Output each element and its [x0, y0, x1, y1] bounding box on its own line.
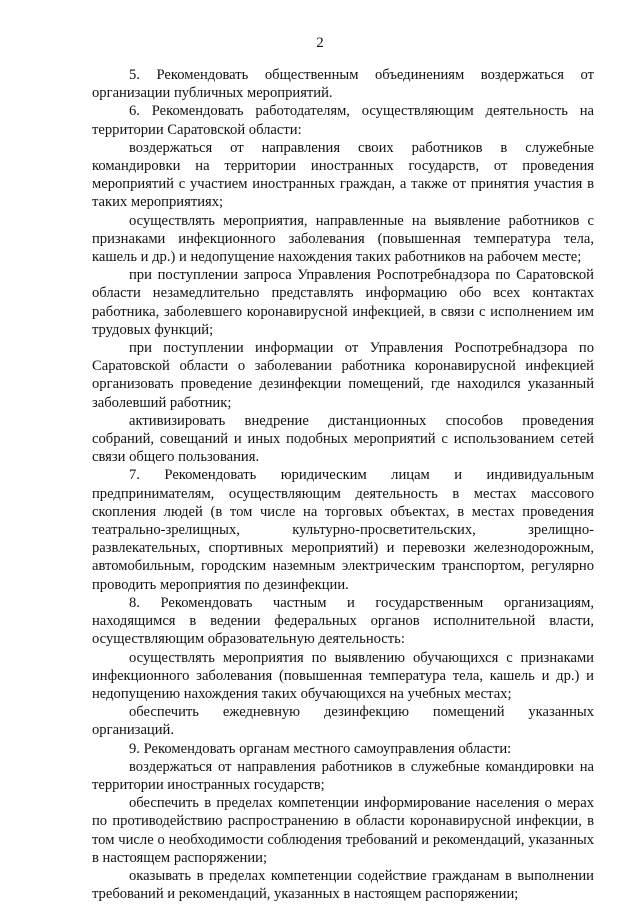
paragraph-subitem: активизировать внедрение дистанционных способов проведения собраний, совещаний и иных подобных мероприятий с использованием сетей связи общего пользования. [92, 412, 594, 466]
paragraph-subitem: обеспечить ежедневную дезинфекцию помещений указанных организаций. [92, 704, 594, 739]
paragraph-item-9: 9. Рекомендовать органам местного самоуправления области: [129, 740, 512, 757]
paragraph-subitem: при поступлении запроса Управления Роспотребнадзора по Саратовской области незамедлительно представлять информацию обо всех контактах работника, заболевшего коронавирусной инфекцией, в связи с исполнением им трудовых функций; [92, 267, 594, 338]
paragraph-subitem: оказывать в пределах компетенции содействие гражданам в выполнении требований и рекомендаций, указанных в настоящем распоряжении; [92, 867, 594, 903]
paragraph-item-7: 7. Рекомендовать юридическим лицам и индивидуальным предпринимателям, осуществляющим деятельность в местах массового скопления людей (в том числе на торговых объектах, в местах проведения театрально-зрелищных, культурно-просветительских, зрелищно-развлекательных, спортивных мероприятий) и перевозки железнодорожным, автомобильным, городским наземным электрическим транспортом, регулярно проводить мероприятия по дезинфекции. [92, 467, 594, 593]
paragraph-item-6: 6. Рекомендовать работодателям, осуществляющим деятельность на территории Саратовской области: [92, 103, 594, 138]
paragraph-subitem: при поступлении информации от Управления Роспотребнадзора по Саратовской области о заболевании работника коронавирусной инфекцией организовать проведение дезинфекции помещений, где находился указанный заболевший работник; [92, 340, 594, 411]
paragraph-subitem: воздержаться от направления своих работников в служебные командировки на территории иностранных государств, от проведения мероприятий с участием иностранных граждан, а также от принятия участия в таких мероприятиях; [92, 139, 594, 211]
document-body [92, 66, 594, 903]
paragraph-subitem: осуществлять мероприятия, направленные на выявление работников с признаками инфекционного заболевания (повышенная температура тела, кашель и др.) и недопущение нахождения таких работников на рабочем месте; [92, 212, 594, 266]
paragraph-subitem: осуществлять мероприятия по выявлению обучающихся с признаками инфекционного заболевания (повышенная температура тела, кашель и др.) и недопущению нахождения таких обучающихся на учебных местах; [92, 649, 594, 702]
paragraph-item-5: 5. Рекомендовать общественным объединениям воздержаться от организации публичных мероприятий. [92, 67, 594, 102]
paragraph-item-8: 8. Рекомендовать частным и государственным организациям, находящимся в ведении федеральных органов исполнительной власти, осуществляющим образовательную деятельность: [92, 594, 594, 648]
paragraph-subitem: воздержаться от направления работников в служебные командировки на территории иностранных государств; [92, 758, 594, 793]
page-number: 2 [316, 35, 324, 51]
paragraph-subitem: обеспечить в пределах компетенции информирование населения о мерах по противодействию распространению в области коронавирусной инфекции, в том числе о необходимости соблюдения требований и рекомендаций, указанных в настоящем распоряжении; [92, 795, 594, 866]
